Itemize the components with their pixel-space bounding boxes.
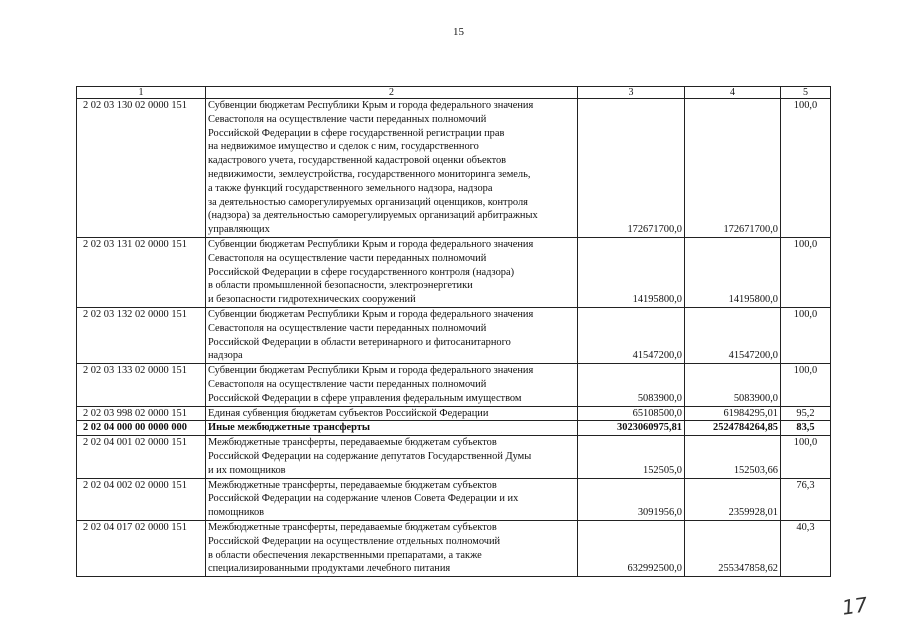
percent-cell: 100,0 <box>781 237 831 307</box>
actual-amount-cell: 61984295,01 <box>685 406 781 421</box>
budget-code-cell: 2 02 03 131 02 0000 151 <box>77 237 206 307</box>
header-cell-col1: 1 <box>77 87 206 99</box>
planned-amount-cell: 3023060975,81 <box>578 421 685 436</box>
percent-cell: 100,0 <box>781 307 831 363</box>
description-cell: Субвенции бюджетам Республики Крым и города федерального значения Севастополя на осуществление части переданных полномочий Российской Федерации в сфере государственной регистрации прав на недвижимое имущество и сделок с ним, государственного кадастрового учета, государственной кадастровой оценки объектов недвижимости, землеустройства, государственного мониторинга земель, а также функций государственного земельного надзора, надзора за деятельностью саморегулируемых организаций оценщиков, контроля (надзора) за деятельностью саморегулируемых организаций арбитражных управляющих <box>206 99 578 238</box>
actual-amount-cell: 5083900,0 <box>685 364 781 406</box>
percent-cell: 100,0 <box>781 364 831 406</box>
table-row <box>77 237 831 307</box>
actual-amount-cell: 14195800,0 <box>685 237 781 307</box>
description-cell: Субвенции бюджетам Республики Крым и города федерального значения Севастополя на осуществление части переданных полномочий Российской Федерации в области ветеринарного и фитосанитарного надзора <box>206 307 578 363</box>
description-cell: Субвенции бюджетам Республики Крым и города федерального значения Севастополя на осуществление части переданных полномочий Российской Федерации в сфере государственного контроля (надзора) в области промышленной безопасности, электроэнергетики и безопасности гидротехнических сооружений <box>206 237 578 307</box>
description-cell: Межбюджетные трансферты, передаваемые бюджетам субъектов Российской Федерации на содержание депутатов Государственной Думы и их помощников <box>206 436 578 478</box>
budget-code-cell: 2 02 03 133 02 0000 151 <box>77 364 206 406</box>
description-cell: Единая субвенция бюджетам субъектов Российской Федерации <box>206 406 578 421</box>
budget-table <box>76 86 831 577</box>
description-cell: Межбюджетные трансферты, передаваемые бюджетам субъектов Российской Федерации на содержание членов Совета Федерации и их помощников <box>206 478 578 520</box>
header-cell-col4: 4 <box>685 87 781 99</box>
percent-cell: 100,0 <box>781 436 831 478</box>
table-row <box>77 99 831 238</box>
header-cell-col2: 2 <box>206 87 578 99</box>
actual-amount-cell: 255347858,62 <box>685 520 781 576</box>
planned-amount-cell: 41547200,0 <box>578 307 685 363</box>
actual-amount-cell: 41547200,0 <box>685 307 781 363</box>
table-row <box>77 406 831 421</box>
table-row <box>77 307 831 363</box>
budget-code-cell: 2 02 04 000 00 0000 000 <box>77 421 206 436</box>
handwritten-page-mark: 17 <box>840 592 869 620</box>
table-header-row <box>77 87 831 99</box>
planned-amount-cell: 5083900,0 <box>578 364 685 406</box>
actual-amount-cell: 2359928,01 <box>685 478 781 520</box>
table-row <box>77 436 831 478</box>
budget-code-cell: 2 02 03 130 02 0000 151 <box>77 99 206 238</box>
planned-amount-cell: 3091956,0 <box>578 478 685 520</box>
planned-amount-cell: 14195800,0 <box>578 237 685 307</box>
header-cell-col5: 5 <box>781 87 831 99</box>
header-cell-col3: 3 <box>578 87 685 99</box>
planned-amount-cell: 65108500,0 <box>578 406 685 421</box>
budget-code-cell: 2 02 04 001 02 0000 151 <box>77 436 206 478</box>
table-row <box>77 421 831 436</box>
budget-code-cell: 2 02 04 002 02 0000 151 <box>77 478 206 520</box>
planned-amount-cell: 152505,0 <box>578 436 685 478</box>
actual-amount-cell: 172671700,0 <box>685 99 781 238</box>
percent-cell: 95,2 <box>781 406 831 421</box>
description-cell: Субвенции бюджетам Республики Крым и города федерального значения Севастополя на осуществление части переданных полномочий Российской Федерации в сфере управления федеральным имуществом <box>206 364 578 406</box>
percent-cell: 100,0 <box>781 99 831 238</box>
percent-cell: 83,5 <box>781 421 831 436</box>
percent-cell: 40,3 <box>781 520 831 576</box>
description-cell: Иные межбюджетные трансферты <box>206 421 578 436</box>
planned-amount-cell: 172671700,0 <box>578 99 685 238</box>
percent-cell: 76,3 <box>781 478 831 520</box>
budget-code-cell: 2 02 04 017 02 0000 151 <box>77 520 206 576</box>
actual-amount-cell: 152503,66 <box>685 436 781 478</box>
budget-code-cell: 2 02 03 998 02 0000 151 <box>77 406 206 421</box>
actual-amount-cell: 2524784264,85 <box>685 421 781 436</box>
table-row <box>77 478 831 520</box>
planned-amount-cell: 632992500,0 <box>578 520 685 576</box>
description-cell: Межбюджетные трансферты, передаваемые бюджетам субъектов Российской Федерации на осуществление отдельных полномочий в области обеспечения лекарственными препаратами, а также специализированными продуктами лечебного питания <box>206 520 578 576</box>
budget-code-cell: 2 02 03 132 02 0000 151 <box>77 307 206 363</box>
table-row <box>77 520 831 576</box>
table-row <box>77 364 831 406</box>
page-number: 15 <box>453 26 464 38</box>
budget-table-body <box>77 87 831 577</box>
